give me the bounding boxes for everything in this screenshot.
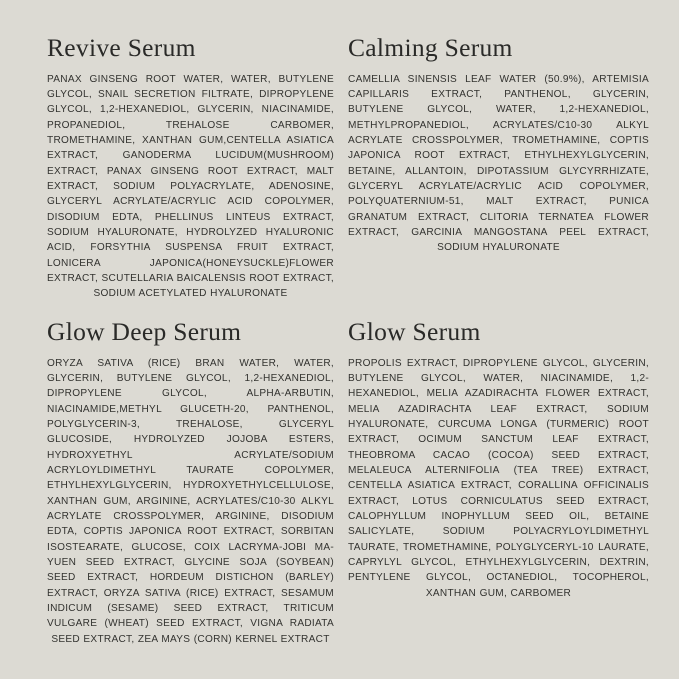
panel-revive-serum	[47, 34, 334, 317]
panel-title-calming-serum: Calming Serum	[348, 33, 513, 62]
ingredient-list-glow-deep-serum: ORYZA SATIVA (RICE) BRAN WATER, WATER, GLYCERIN, BUTYLENE GLYCOL, 1,2-HEXANEDIOL, DIPROPYLENE GLYCOL, ALPHA-ARBUTIN, NIACINAMIDE,METHYL GLUCETH-20, PANTHENOL, POLYGLYCERIN-3, TREHALOSE, GLYCERYL GLUCOSIDE, HYDROLYZED JOJOBA ESTERS, HYDROXYETHYL ACRYLATE/SODIUM ACRYLOYLDIMETHYL TAURATE COPOLYMER, ETHYLHEXYLGLYCERIN, HYDROXYETHYLCELLULOSE, XANTHAN GUM, ARGININE, ACRYLATES/C10-30 ALKYL ACRYLATE CROSSPOLYMER, ARGININE, DISODIUM EDTA, COPTIS JAPONICA ROOT EXTRACT, SORBITAN ISOSTEARATE, GLUCOSE, COIX LACRYMA-JOBI MA-YUEN SEED EXTRACT, GLYCINE SOJA (SOYBEAN) SEED EXTRACT, HORDEUM DISTICHON (BARLEY) EXTRACT, ORYZA SATIVA (RICE) EXTRACT, SESAMUM INDICUM (SESAME) SEED EXTRACT, TRITICUM VULGARE (WHEAT) SEED EXTRACT, VIGNA RADIATA SEED EXTRACT, ZEA MAYS (CORN) KERNEL EXTRACT	[47, 357, 334, 645]
panel-title-glow-serum: Glow Serum	[348, 317, 481, 346]
ingredient-list-glow-serum: PROPOLIS EXTRACT, DIPROPYLENE GLYCOL, GLYCERIN, BUTYLENE GLYCOL, WATER, NIACINAMIDE, 1,2-HEXANEDIOL, MELIA AZADIRACHTA FLOWER EXTRACT, MELIA AZADIRACHTA LEAF EXTRACT, SODIUM HYALURONATE, CURCUMA LONGA (TURMERIC) ROOT EXTRACT, OCIMUM SANCTUM LEAF EXTRACT, THEOBROMA CACAO (COCOA) SEED EXTRACT, MELALEUCA ALTERNIFOLIA (TEA TREE) EXTRACT, CENTELLA ASIATICA EXTRACT, CORALLINA OFFICINALIS EXTRACT, LOTUS CORNICULATUS SEED EXTRACT, CALOPHYLLUM INOPHYLLUM SEED OIL, BETAINE SALICYLATE, SODIUM POLYACRYLOYLDIMETHYL TAURATE, TROMETHAMINE, POLYGLYCERYL-10 LAURATE, CAPRYLYL GLYCOL, ETHYLHEXYLGLYCERIN, DEXTRIN, PENTYLENE GLYCOL, OCTANEDIOL, TOCOPHEROL, XANTHAN GUM, CARBOMER	[348, 357, 649, 599]
panel-grid	[47, 34, 649, 647]
panel-title-glow-deep-serum: Glow Deep Serum	[47, 317, 242, 346]
ingredient-list-calming-serum: CAMELLIA SINENSIS LEAF WATER (50.9%), ARTEMISIA CAPILLARIS EXTRACT, PANTHENOL, GLYCERIN, BUTYLENE GLYCOL, WATER, 1,2-HEXANEDIOL, METHYLPROPANEDIOL, ACRYLATES/C10-30 ALKYL ACRYLATE CROSSPOLYMER, TROMETHAMINE, COPTIS JAPONICA ROOT EXTRACT, ETHYLHEXYLGLYCERIN, BETAINE, ALLANTOIN, DIPOTASSIUM GLYCYRRHIZATE, GLYCERYL ACRYLATE/ACRYLIC ACID COPOLYMER, POLYQUATERNIUM-51, MALT EXTRACT, PUNICA GRANATUM EXTRACT, CLITORIA TERNATEA FLOWER EXTRACT, GARCINIA MANGOSTANA PEEL EXTRACT, SODIUM HYALURONATE	[348, 73, 649, 254]
ingredient-list-revive-serum: PANAX GINSENG ROOT WATER, WATER, BUTYLENE GLYCOL, SNAIL SECRETION FILTRATE, DIPROPYLENE GLYCOL, 1,2-HEXANEDIOL, GLYCERIN, NIACINAMIDE, PROPANEDIOL, TREHALOSE CARBOMER, TROMETHAMINE, XANTHAN GUM,CENTELLA ASIATICA EXTRACT, GANODERMA LUCIDUM(MUSHROOM) EXTRACT, PANAX GINSENG ROOT EXTRACT, MALT EXTRACT, SODIUM POLYACRYLATE, ADENOSINE, GLYCERYL ACRYLATE/ACRYLIC ACID COPOLYMER, DISODIUM EDTA, PHELLINUS LINTEUS EXTRACT, SODIUM HYALURONATE, HYDROLYZED HYALURONIC ACID, FORSYTHIA SUSPENSA FRUIT EXTRACT, LONICERA JAPONICA(HONEYSUCKLE)FLOWER EXTRACT, SCUTELLARIA BAICALENSIS ROOT EXTRACT, SODIUM ACETYLATED HYALURONATE	[47, 73, 334, 300]
panel-glow-serum	[348, 317, 649, 647]
panel-glow-deep-serum	[47, 317, 334, 647]
panel-title-revive-serum: Revive Serum	[47, 33, 196, 62]
panel-calming-serum	[348, 34, 649, 317]
